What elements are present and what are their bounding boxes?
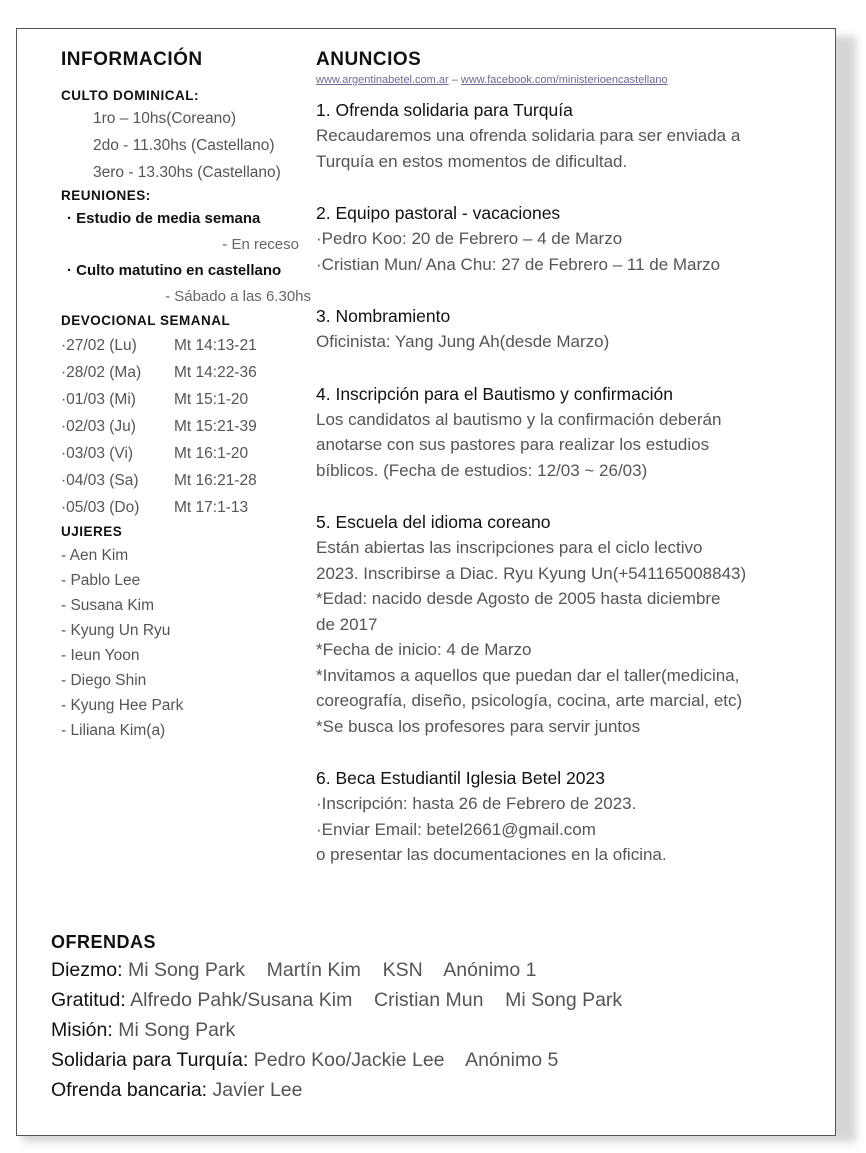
facebook-link[interactable]: www.facebook.com/ministerioencastellano xyxy=(460,74,668,86)
devocional-date: ·02/03 (Ju) xyxy=(61,418,136,435)
announcement-line: Recaudaremos una ofrenda solidaria para ser enviada a xyxy=(316,126,741,145)
devocional-date: ·01/03 (Mi) xyxy=(61,391,136,408)
reuniones-heading: REUNIONES: xyxy=(61,188,151,203)
devocional-ref: Mt 14:13-21 xyxy=(174,337,257,354)
ofrenda-label: Misión: xyxy=(51,1019,113,1041)
announcement-line: ·Cristian Mun/ Ana Chu: 27 de Febrero – 11 de Marzo xyxy=(316,254,721,274)
ujier-name: - Ieun Yoon xyxy=(61,647,140,664)
reuniones-list xyxy=(61,206,311,310)
announcement-line: ·Inscripción: hasta 26 de Febrero de 2023. xyxy=(316,794,637,813)
announcement-title: 5. Escuela del idioma coreano xyxy=(316,512,551,532)
announcement-line: 2023. Inscribirse a Diac. Ryu Kyung Un(+541165008843) xyxy=(316,563,747,583)
devocional-row xyxy=(61,386,311,413)
devocional-row xyxy=(61,413,311,440)
ujier-name: - Kyung Un Ryu xyxy=(61,622,171,639)
culto-heading: CULTO DOMINICAL: xyxy=(61,88,199,103)
announcement-line: ·Pedro Koo: 20 de Febrero – 4 de Marzo xyxy=(316,229,623,248)
anuncios-list xyxy=(316,97,816,868)
ujier-name: - Pablo Lee xyxy=(61,572,141,589)
ujier-name: - Kyung Hee Park xyxy=(61,697,184,714)
devocional-heading: DEVOCIONAL SEMANAL xyxy=(61,313,231,328)
ofrenda-label: Diezmo: xyxy=(51,959,123,981)
announcement-line: Turquía en estos momentos de dificultad. xyxy=(316,151,628,171)
devocional-date: ·05/03 (Do) xyxy=(61,499,140,516)
info-column xyxy=(61,47,311,743)
devocional-ref: Mt 16:21-28 xyxy=(174,472,257,489)
announcement-title: 2. Equipo pastoral - vacaciones xyxy=(316,203,561,223)
ofrenda-label: Solidaria para Turquía: xyxy=(51,1049,249,1071)
website-link[interactable]: www.argentinabetel.com.ar xyxy=(316,74,449,86)
devocional-ref: Mt 15:1-20 xyxy=(174,391,249,408)
devocional-row xyxy=(61,467,311,494)
announcement-line: bíblicos. (Fecha de estudios: 12/03 ~ 26/03) xyxy=(316,460,648,480)
announcement-item xyxy=(316,509,816,739)
announcement-item xyxy=(316,303,816,355)
ujier-name: - Aen Kim xyxy=(61,547,129,564)
anuncios-column xyxy=(316,47,816,868)
spacer xyxy=(316,355,816,381)
announcement-line: *Edad: nacido desde Agosto de 2005 hasta diciembre xyxy=(316,589,721,608)
announcement-line: *Se busca los profesores para servir juntos xyxy=(316,716,641,736)
ofrenda-row xyxy=(51,1015,811,1045)
ofrenda-value: Mi Song Park Martín Kim KSN Anónimo 1 xyxy=(122,959,537,981)
devocional-date: ·04/03 (Sa) xyxy=(61,472,139,489)
ofrendas-section xyxy=(51,929,811,1105)
announcement-line: Están abiertas las inscripciones para el ciclo lectivo xyxy=(316,538,703,557)
link-separator: – xyxy=(448,74,461,86)
ofrenda-row xyxy=(51,985,811,1015)
announcement-item xyxy=(316,765,816,868)
devocional-row xyxy=(61,440,311,467)
culto-item: 2do - 11.30hs (Castellano) xyxy=(93,137,275,154)
devocional-ref: Mt 16:1-20 xyxy=(174,445,249,462)
reunion-detail: - En receso xyxy=(222,236,299,253)
devocional-ref: Mt 14:22-36 xyxy=(174,364,257,381)
bulletin-sheet xyxy=(16,28,836,1136)
announcement-line: o presentar las documentaciones en la oficina. xyxy=(316,845,667,864)
announcement-line: de 2017 xyxy=(316,614,378,634)
spacer xyxy=(316,277,816,303)
spacer xyxy=(316,483,816,509)
ujier-name: - Diego Shin xyxy=(61,672,147,689)
ujier-name: - Liliana Kim(a) xyxy=(61,722,166,739)
ofrendas-title: OFRENDAS xyxy=(51,932,157,952)
announcement-line: Oficinista: Yang Jung Ah(desde Marzo) xyxy=(316,332,610,351)
culto-list xyxy=(61,105,311,186)
devocional-row xyxy=(61,494,311,521)
spacer xyxy=(316,739,816,765)
announcement-line: *Invitamos a aquellos que puedan dar el taller(medicina, xyxy=(316,665,740,685)
ujier-name: - Susana Kim xyxy=(61,597,155,614)
ujieres-list xyxy=(61,543,311,743)
anuncios-title: ANUNCIOS xyxy=(316,49,422,70)
ofrenda-value: Alfredo Pahk/Susana Kim Cristian Mun Mi Song Park xyxy=(125,989,623,1011)
ujieres-heading: UJIERES xyxy=(61,524,123,539)
spacer xyxy=(316,174,816,200)
announcement-title: 3. Nombramiento xyxy=(316,306,451,326)
announcement-line: coreografía, diseño, psicología, cocina, arte marcial, etc) xyxy=(316,691,743,710)
links-line xyxy=(316,73,816,87)
ofrenda-row xyxy=(51,955,811,985)
reunion-name: · Estudio de media semana xyxy=(67,210,261,227)
devocional-row xyxy=(61,332,311,359)
announcement-line: *Fecha de inicio: 4 de Marzo xyxy=(316,640,532,659)
devocional-date: ·27/02 (Lu) xyxy=(61,337,137,354)
devocional-date: ·03/03 (Vi) xyxy=(61,445,134,462)
devocional-ref: Mt 17:1-13 xyxy=(174,499,249,516)
ofrenda-value: Mi Song Park xyxy=(112,1019,236,1041)
devocional-date: ·28/02 (Ma) xyxy=(61,364,142,381)
culto-item: 1ro – 10hs(Coreano) xyxy=(93,110,237,127)
reunion-name: · Culto matutino en castellano xyxy=(67,262,282,279)
announcement-line: ·Enviar Email: betel2661@gmail.com xyxy=(316,819,596,839)
devocional-ref: Mt 15:21-39 xyxy=(174,418,257,435)
reunion-detail: - Sábado a las 6.30hs xyxy=(165,288,311,305)
announcement-line: anotarse con sus pastores para realizar los estudios xyxy=(316,435,710,454)
devocional-row xyxy=(61,359,311,386)
ofrenda-value: Javier Lee xyxy=(207,1079,303,1101)
devocional-list xyxy=(61,332,311,521)
ofrenda-row xyxy=(51,1045,811,1075)
ofrenda-label: Gratitud: xyxy=(51,989,126,1011)
ofrenda-label: Ofrenda bancaria: xyxy=(51,1079,208,1101)
announcement-title: 6. Beca Estudiantil Iglesia Betel 2023 xyxy=(316,768,605,788)
culto-item: 3ero - 13.30hs (Castellano) xyxy=(93,164,281,181)
announcement-title: 1. Ofrenda solidaria para Turquía xyxy=(316,100,573,120)
info-title: INFORMACIÓN xyxy=(61,49,203,70)
announcement-title: 4. Inscripción para el Bautismo y confirmación xyxy=(316,383,673,404)
announcement-item xyxy=(316,97,816,174)
ofrenda-value: Pedro Koo/Jackie Lee Anónimo 5 xyxy=(248,1049,559,1071)
announcement-item xyxy=(316,200,816,277)
announcement-line: Los candidatos al bautismo y la confirmación deberán xyxy=(316,409,722,429)
ofrendas-list xyxy=(51,955,811,1105)
announcement-item xyxy=(316,381,816,484)
ofrenda-row xyxy=(51,1075,811,1105)
